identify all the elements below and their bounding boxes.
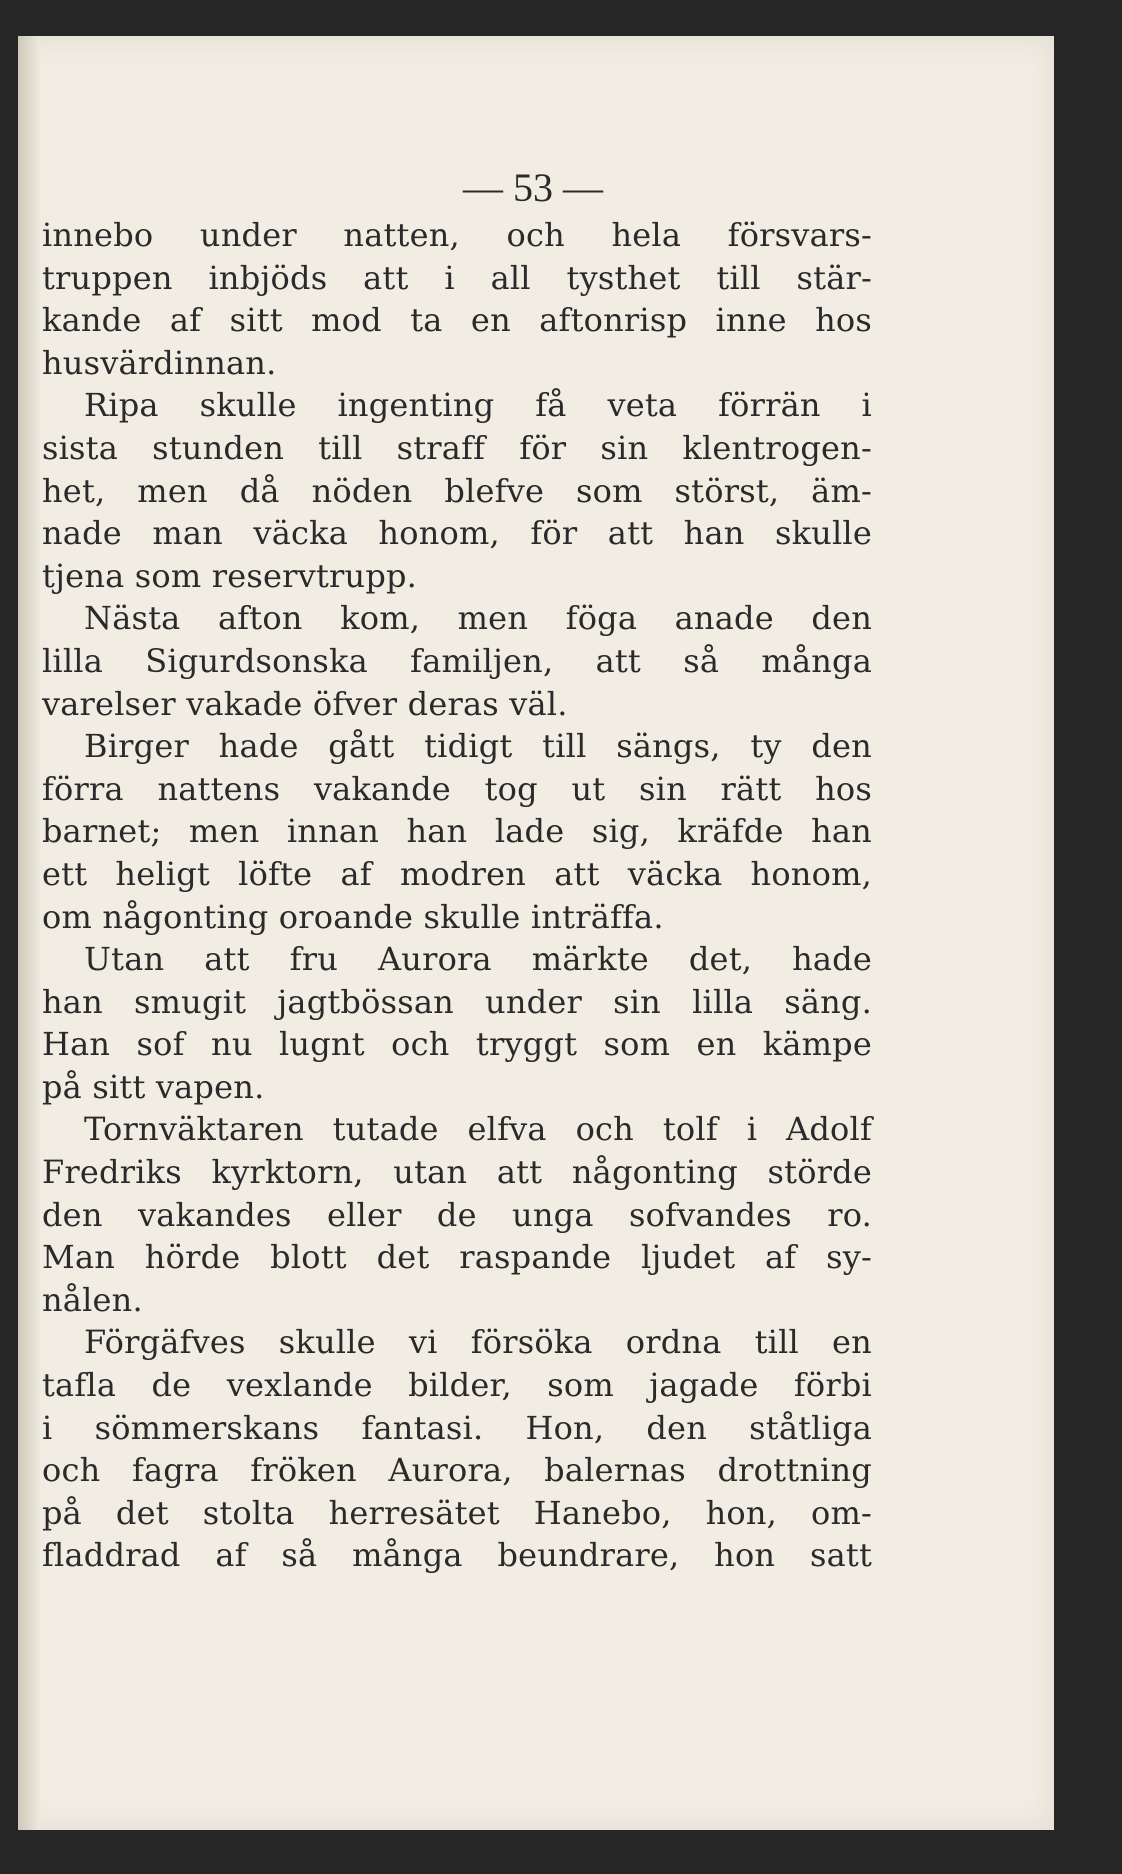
text-line: om någonting oroande skulle inträffa.: [42, 897, 664, 936]
text-line: i sömmerskans fantasi. Hon, den ståtliga: [42, 1408, 872, 1447]
text-line: het, men då nöden blefve som störst, äm-: [42, 471, 872, 510]
page-sheet: [18, 36, 1054, 1830]
text-line: innebo under natten, och hela försvars-: [42, 216, 872, 254]
page-number: — 53 —: [463, 165, 603, 210]
text-line: varelser vakade öfver deras väl.: [42, 684, 568, 723]
text-line: den vakandes eller de unga sofvandes ro.: [42, 1195, 872, 1234]
text-line: Fredriks kyrktorn, utan att någonting störde: [42, 1153, 872, 1192]
text-line: förra nattens vakande tog ut sin rätt hos: [42, 769, 872, 808]
text-line: Ripa skulle ingenting få veta förrän i: [84, 386, 872, 425]
text-line: på det stolta herresätet Hanebo, hon, om-: [42, 1493, 872, 1532]
text-line: Birger hade gått tidigt till sängs, ty den: [84, 727, 872, 766]
text-line: lilla Sigurdsonska familjen, att så många: [42, 641, 872, 680]
text-line: tjena som reservtrupp.: [42, 556, 418, 595]
text-line: Man hörde blott det raspande ljudet af sy-: [42, 1238, 872, 1277]
text-line: Han sof nu lugnt och tryggt som en kämpe: [42, 1025, 872, 1064]
text-line: Utan att fru Aurora märkte det, hade: [84, 940, 872, 979]
text-line: kande af sitt mod ta en aftonrisp inne hos: [42, 301, 872, 340]
text-line: Förgäfves skulle vi försöka ordna till en: [84, 1323, 872, 1362]
text-line: sista stunden till straff för sin klentrogen-: [42, 428, 872, 467]
page-spine-edge: [18, 36, 40, 1830]
text-line: tafla de vexlande bilder, som jagade förbi: [42, 1366, 872, 1405]
text-line: husvärdinnan.: [42, 343, 277, 382]
text-line: Tornväktaren tutade elfva och tolf i Adolf: [84, 1110, 872, 1149]
text-line: Nästa afton kom, men föga anade den: [84, 599, 872, 638]
text-line: på sitt vapen.: [42, 1067, 265, 1106]
text-line: truppen inbjöds att i all tysthet till stär-: [42, 258, 872, 297]
text-line: barnet; men innan han lade sig, kräfde han: [42, 812, 872, 851]
text-line: han smugit jagtbössan under sin lilla säng.: [42, 982, 872, 1021]
text-line: nålen.: [42, 1280, 143, 1319]
text-line: och fagra fröken Aurora, balernas drottning: [42, 1451, 872, 1490]
text-line: nade man väcka honom, för att han skulle: [42, 514, 872, 553]
text-line: fladdrad af så många beundrare, hon satt: [42, 1536, 872, 1575]
text-line: ett heligt löfte af modren att väcka honom,: [42, 854, 872, 893]
body-text: [42, 214, 872, 1577]
